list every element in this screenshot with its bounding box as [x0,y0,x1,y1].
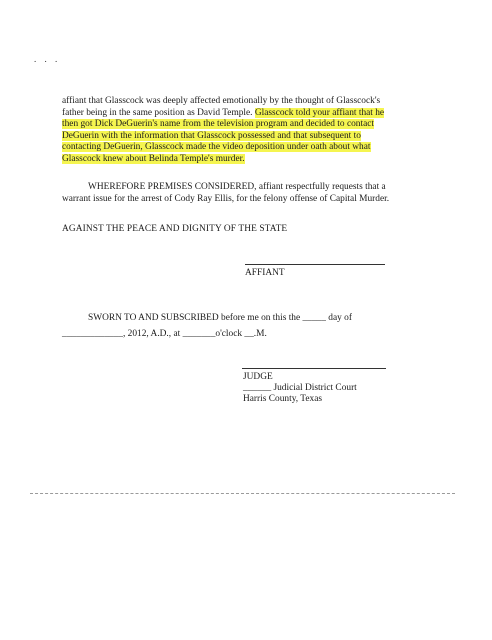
judge-block [243,372,357,405]
sworn-statement [62,310,352,342]
judge-title: JUDGE [243,372,273,382]
page-bottom-divider [30,493,455,494]
text-line [62,96,384,108]
text-highlighted: DeGuerin with the information that Glasscock possessed and that subsequent to [62,130,361,141]
text-plain: affiant that Glasscock was deeply affected emotionally by the thought of Glasscock's [62,96,381,106]
affiant-label: AFFIANT [245,268,285,278]
wherefore-line-2: warrant issue for the arrest of Cody Ray Ellis, for the felony offense of Capital Murder. [62,193,390,204]
text-line [62,119,384,131]
header-marks: . . . [34,54,61,64]
affiant-signature-line [245,264,385,265]
text-line [62,154,384,166]
text-highlighted: contacting DeGuerin, Glasscock made the video deposition under oath about what [62,142,371,153]
text-line [62,131,384,143]
wherefore-paragraph [62,182,389,205]
sworn-line-2: _____________, 2012, A.D., at _______o'clock __.M. [62,329,267,339]
judge-county: Harris County, Texas [243,394,323,404]
text-plain: father being in the same position as David Temple. [62,107,255,118]
text-highlighted: Glasscock knew about Belinda Temple's murder. [62,153,245,164]
against-peace-line: AGAINST THE PEACE AND DIGNITY OF THE STATE [62,224,288,234]
sworn-line-1: SWORN TO AND SUBSCRIBED before me on this the _____ day of [88,313,352,323]
text-highlighted: then got Dick DeGuerin's name from the television program and decided to contact [62,119,375,130]
text-line [62,108,384,120]
judge-signature-line [242,368,386,369]
text-highlighted: Glasscock told your affiant that he [254,107,385,118]
affidavit-paragraph-statement [62,96,384,166]
wherefore-line-1: WHEREFORE PREMISES CONSIDERED, affiant respectfully requests that a [88,182,386,192]
text-line [62,142,384,154]
judge-court: ______ Judicial District Court [243,383,357,393]
